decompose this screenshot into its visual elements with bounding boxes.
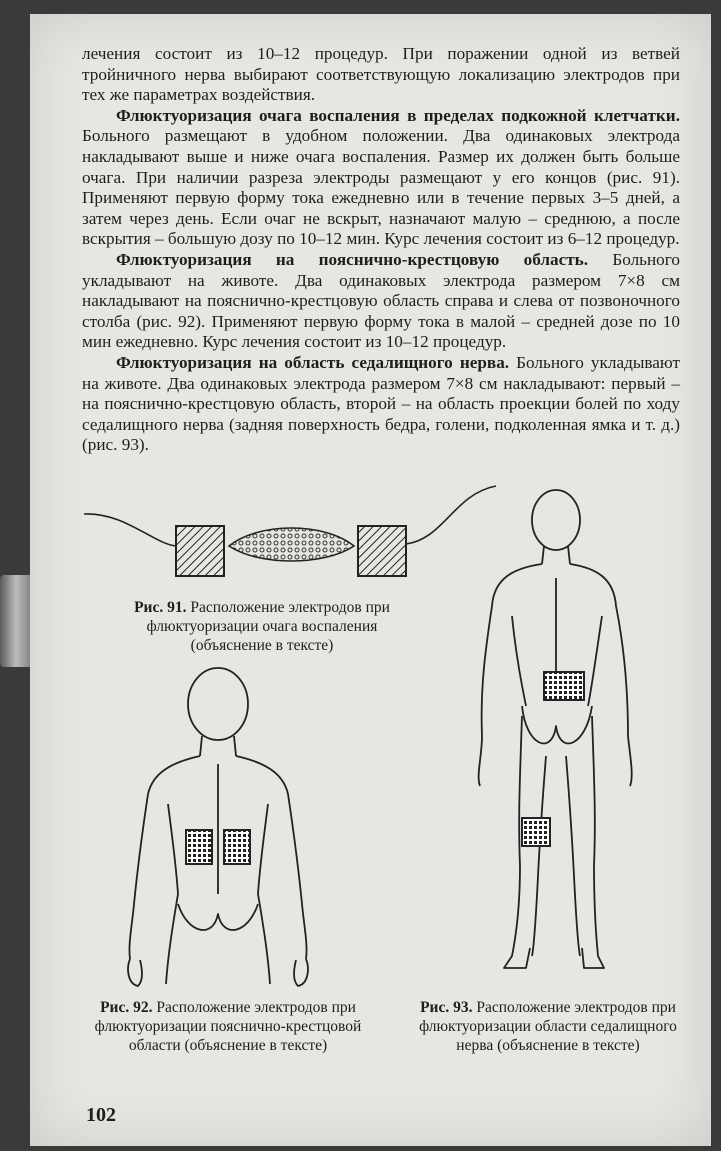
page-number: 102	[86, 1104, 116, 1126]
buttocks	[178, 904, 258, 930]
head	[532, 490, 580, 550]
neck	[200, 736, 236, 756]
electrode-thigh	[522, 818, 550, 846]
paragraph-2: Флюктуоризация очага воспаления в пределах подкожной клетчатки. Больного размещают в удобном положении. Два одинаковых электрода накладывают выше и ниже очага воспаления. Размер их должен быть больше очага. При наличии разреза электроды размещают у его концов (рис. 91). Применяют первую форму тока ежедневно или в течение первых 3–5 дней, а затем через день. Если очаг не вскрыт, назначают малую – среднюю, а после вскрытия – большую дозу по 10–12 мин. Курс лечения состоит из 6–12 процедур.	[82, 105, 680, 249]
right-leg	[566, 716, 604, 968]
inflammation-focus	[229, 528, 354, 561]
paragraph-3: Флюктуоризация на пояснично-крестцовую область. Больного укладывают на животе. Два одинаковых электрода размером 7×8 см накладывают на пояснично-крестцовую область справа и слева от позвоночного столба (рис. 92). Применяют первую форму тока в малой – средней дозе по 10 мин ежедневно. Курс лечения состоит из 10–12 процедур.	[82, 249, 680, 352]
cable-left	[84, 514, 176, 546]
right-hand	[294, 959, 308, 986]
paragraph-4: Флюктуоризация на область седалищного нерва. Больного укладывают на животе. Два одинаковых электрода размером 7×8 см накладывают: первый – на пояснично-крестцовую область, второй – на область проекции болей по ходу седалищного нерва (задняя поверхность бедра, голени, подколенная ямка и т. д.) (рис. 93).	[82, 352, 681, 455]
section-heading: Флюктуоризация на область седалищного нерва.	[116, 352, 510, 372]
electrode-lumbosacral	[544, 672, 584, 700]
left-hand	[128, 959, 142, 986]
electrode-left	[186, 830, 212, 864]
figure-93-full-body-illustration	[464, 486, 644, 986]
figure-92-caption: Рис. 92. Расположение электродов при флюктуоризации пояснично-крестцовой области (объяснение в тексте)	[94, 999, 362, 1054]
neck	[542, 546, 570, 564]
electrode-right	[224, 830, 250, 864]
figure-93-caption: Рис. 93. Расположение электродов при флюктуоризации области седалищного нерва (объяснение в тексте)	[419, 999, 677, 1054]
paragraph-1: лечения состоит из 10–12 процедур. При поражении одной из ветвей тройничного нерва выбирают соответствующую локализацию электродов при тех же параметрах воздействия.	[82, 44, 680, 105]
body-text	[82, 44, 680, 456]
buttocks	[522, 706, 592, 743]
head	[188, 668, 248, 740]
electrode-right	[358, 526, 406, 576]
figure-91-caption: Рис. 91. Расположение электродов при флюктуоризации очага воспаления (объяснение в тексте)	[134, 599, 390, 654]
section-heading: Флюктуоризация на пояснично-крестцовую область.	[116, 249, 589, 269]
figure-92-back-illustration	[118, 664, 318, 994]
figure-91-electrodes-diagram	[84, 484, 504, 594]
electrode-left	[176, 526, 224, 576]
section-heading: Флюктуоризация очага воспаления в пределах подкожной клетчатки.	[116, 105, 680, 125]
